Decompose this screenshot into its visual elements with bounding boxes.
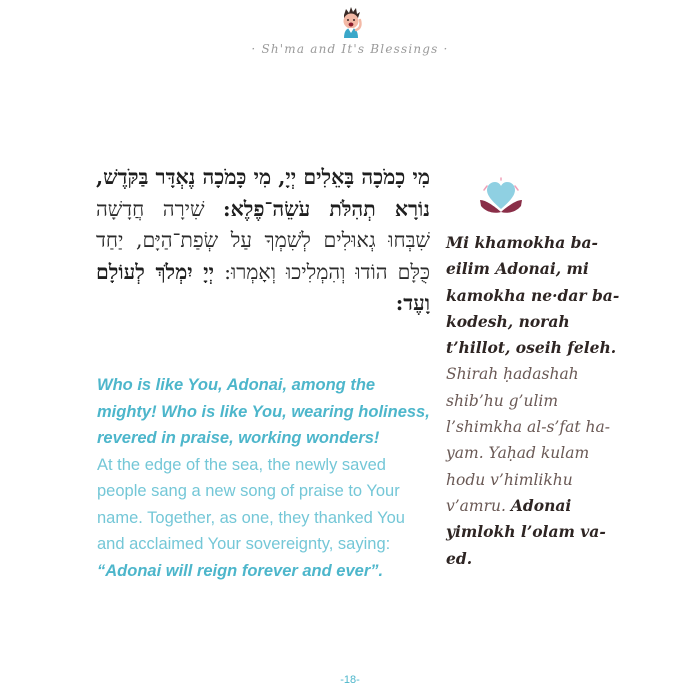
hebrew-prayer-text — [96, 162, 430, 320]
transliteration-closing: Adonai yimlokh l’olam va-ed. — [446, 495, 606, 568]
english-translation — [97, 372, 431, 584]
translation-closing: “Adonai will reign forever and ever”. — [97, 561, 384, 580]
translation-body: At the edge of the sea, the newly saved people sang a new song of praise to Your name. Together, as one, they thanked You and acclaimed Your sovereignty, saying: — [97, 455, 405, 553]
hebrew-verse-regular: שִׁירָה חֲדָשָׁה שִׁבְּחוּ גְאוּלִים לְשִׁמְךָ עַל שְׂפַת־הַיָּם, יַחַד כֻּלָּם הוֹדוּ וְהִמְלִיכוּ וְאָמְרוּ: — [96, 196, 430, 284]
transliteration-bold: Mi khamokha ba-eilim Adonai, mi kamokha ne·dar ba-kodesh, norah t’hillot, oseih feleh. — [446, 233, 620, 358]
hebrew-verse-bold: מִי כָמֹכָה בָּאֵלִים יְיָ, מִי כָּמֹכָה נֶאְדָּר בַּקֹּדֶשׁ, נוֹרָא תְהִלֹּת עֹשֵׂה־פֶלֶא: — [96, 165, 430, 221]
translation-lead: Who is like You, Adonai, among the mighty! Who is like You, wearing holiness, revered in praise, working wonders! — [97, 376, 430, 447]
child-avatar-icon — [336, 6, 366, 40]
hebrew-verse-closing: יְיָ יִמְלֹךְ לְעוֹלָם וָעֶד: — [96, 259, 430, 315]
heart-hands-icon — [478, 176, 524, 216]
transliteration — [446, 230, 626, 572]
transliteration-regular: Shirah ḥadashah shib’hu g’ulim l’shimkha al-s’fat ha-yam. Yaḥad kulam hodu v’himlikhu v’amru. — [446, 365, 610, 515]
page-number: -18- — [340, 674, 360, 686]
running-title: · Sh'ma and It's Blessings · — [251, 42, 449, 56]
